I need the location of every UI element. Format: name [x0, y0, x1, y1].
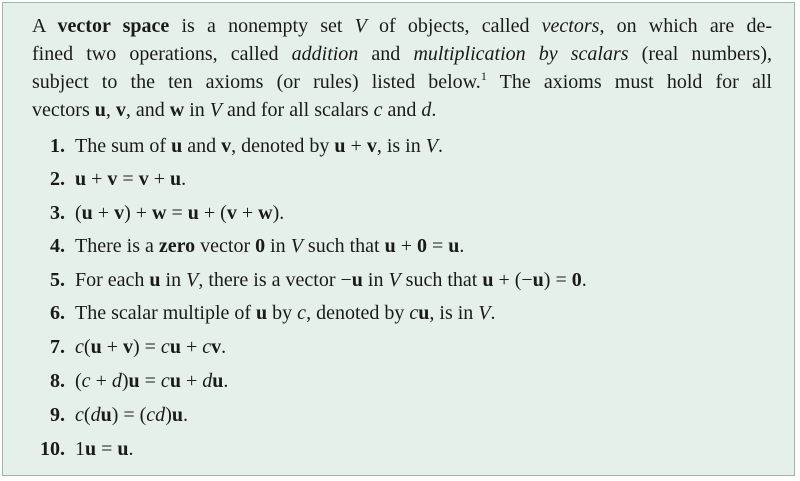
axiom-text: For each u in V, there is a vector −u in V such that u + (−u) = 0. — [75, 269, 587, 291]
axiom-text: c(du) = (cd)u. — [75, 404, 188, 426]
axiom-list — [3, 3, 794, 475]
axiom-text: The sum of u and v, denoted by u + v, is in V. — [75, 135, 443, 157]
axiom-text: 1u = u. — [75, 438, 134, 460]
axiom-number: 1. — [50, 135, 65, 157]
axiom-number: 3. — [50, 202, 65, 224]
axiom-number: 2. — [50, 168, 65, 190]
axiom-number: 10. — [40, 438, 65, 460]
axiom-number: 6. — [50, 302, 65, 324]
intro-line-3: subject to the ten axioms (or rules) listed below.$^1$ The axioms must hold for all — [32, 69, 772, 93]
axiom-text: c(u + v) = cu + cv. — [75, 336, 227, 358]
axiom-text: The scalar multiple of u by c, denoted by cu, is in V. — [75, 302, 496, 324]
intro-line-2: fined two operations, called addition and multiplication by scalars (real numbers), — [32, 43, 772, 65]
axiom-text: (c + d)u = cu + du. — [75, 370, 229, 392]
footnote-marker: 1 — [480, 69, 487, 83]
intro-line-4: vectors u, v, and w in V and for all scalars c and d. — [32, 99, 437, 121]
axiom-text: There is a zero vector 0 in V such that u + 0 = u. — [75, 235, 465, 257]
axiom-text: u + v = v + u. — [75, 168, 187, 190]
axiom-number: 9. — [50, 404, 65, 426]
axiom-number: 8. — [50, 370, 65, 392]
definition-box — [2, 2, 795, 476]
axiom-number: 7. — [50, 336, 65, 358]
axiom-number: 4. — [50, 235, 65, 257]
axiom-number: 5. — [50, 269, 65, 291]
intro-line-1: A vector space is a nonempty set V of objects, called vectors, on which are de- — [32, 15, 772, 37]
axiom-text: (u + v) + w = u + (v + w). — [75, 202, 285, 224]
